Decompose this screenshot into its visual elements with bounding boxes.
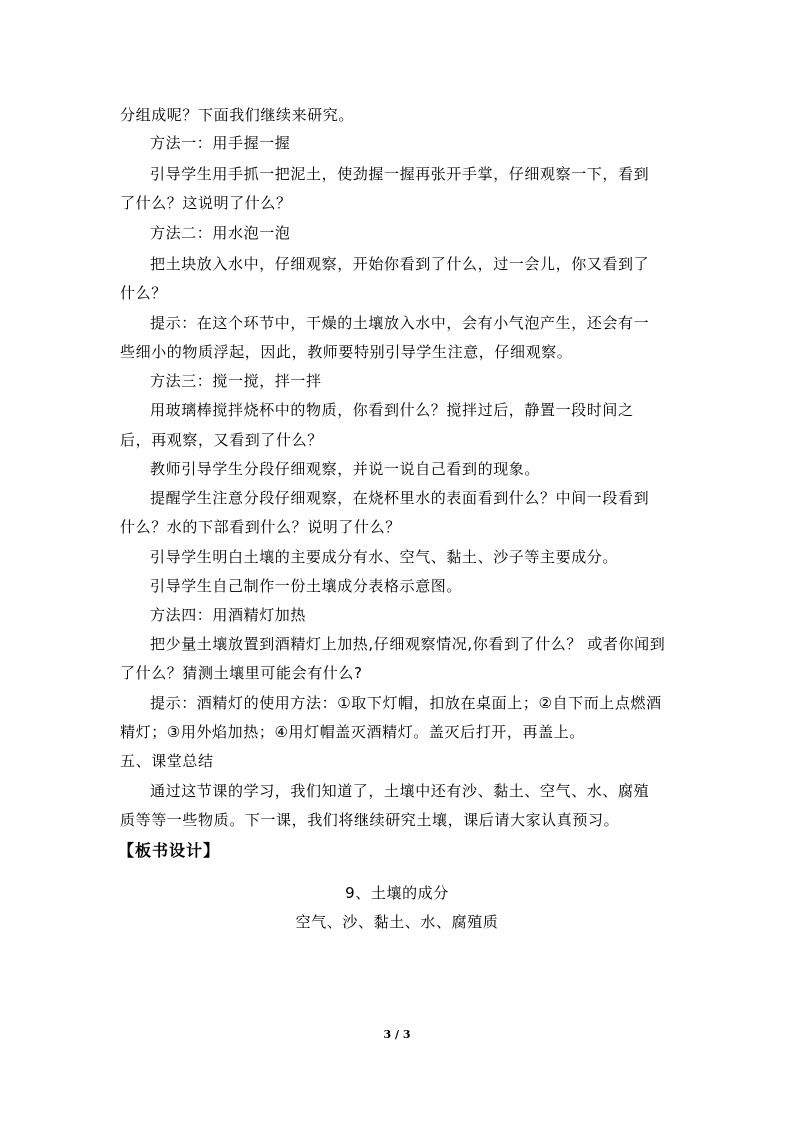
paragraph-line: 用玻璃棒搅拌烧杯中的物质，你看到什么？搅拌过后，静置一段时间之 (150, 401, 634, 419)
paragraph-line: 引导学生明白土壤的主要成分有水、空气、黏土、沙子等主要成分。 (150, 548, 619, 566)
tip-line: 提示：在这个环节中，干燥的土壤放入水中，会有小气泡产生，还会有一 (150, 314, 650, 332)
board-title: 9、土壤的成分 (345, 884, 449, 902)
paragraph-line: 提醒学生注意分段仔细观察，在烧杯里水的表面看到什么？中间一段看到 (150, 489, 650, 507)
paragraph-line: 什么？ (120, 284, 167, 302)
method-one-heading: 方法一：用手握一握 (150, 134, 291, 152)
method-three-heading: 方法三：搅一搅，拌一拌 (150, 372, 322, 390)
paragraph-line: 把土块放入水中，仔细观察，开始你看到了什么，过一会儿，你又看到了 (150, 255, 650, 273)
paragraph-line: 分组成呢？下面我们继续来研究。 (120, 106, 355, 124)
paragraph-line: 通过这节课的学习，我们知道了，土壤中还有沙、黏土、空气、水、腐殖 (150, 782, 650, 800)
paragraph-line: 教师引导学生分段仔细观察，并说一说自己看到的现象。 (150, 460, 541, 478)
paragraph-line: 质等等一些物质。下一课，我们将继续研究土壤，课后请大家认真预习。 (120, 811, 620, 829)
paragraph-line: 引导学生用手抓一把泥土，使劲握一握再张开手掌，仔细观察一下，看到 (150, 165, 650, 183)
summary-heading: 五、课堂总结 (120, 752, 214, 770)
paragraph-line: 什么？水的下部看到什么？说明了什么？ (120, 518, 401, 536)
board-content: 空气、沙、黏土、水、腐殖质 (295, 913, 499, 931)
tip-line: 提示：酒精灯的使用方法：①取下灯帽，扣放在桌面上；②自下而上点燃酒 (150, 694, 662, 712)
paragraph-line: 把少量土壤放置到酒精灯上加热,仔细观察情况,你看到了什么？ 或者你闻到 (150, 635, 666, 653)
paragraph-line: 了什么？这说明了什么？ (120, 194, 292, 212)
page-number: 3 / 3 (383, 1028, 411, 1041)
tip-line: 精灯；③用外焰加热；④用灯帽盖灭酒精灯。盖灭后打开，再盖上。 (120, 723, 585, 741)
method-two-heading: 方法二：用水泡一泡 (150, 224, 291, 242)
paragraph-line: 了什么？猜测土壤里可能会有什么? (120, 664, 363, 682)
paragraph-line: 引导学生自己制作一份土壤成分表格示意图。 (150, 577, 463, 595)
board-design-heading: 【板书设计】 (118, 841, 221, 860)
method-four-heading: 方法四：用酒精灯加热 (150, 606, 307, 624)
paragraph-line: 后，再观察，又看到了什么？ (120, 431, 323, 449)
tip-line: 些细小的物质浮起，因此，教师要特别引导学生注意，仔细观察。 (120, 343, 573, 361)
